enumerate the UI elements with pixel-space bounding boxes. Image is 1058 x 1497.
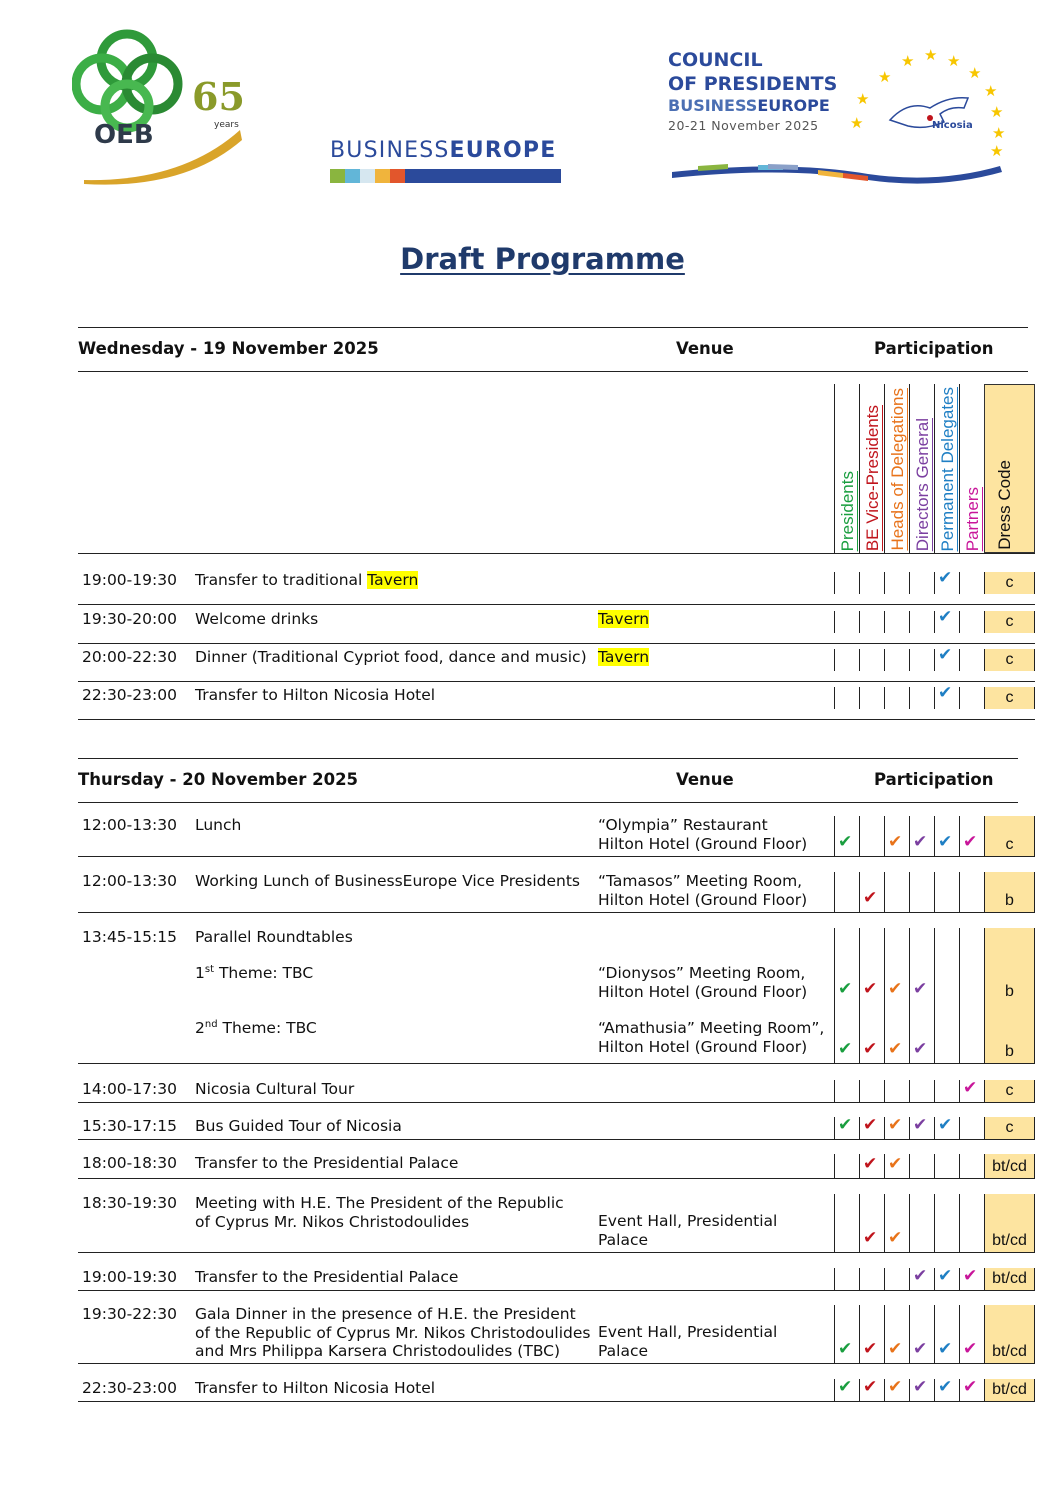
- check-icon: ✔: [938, 832, 953, 852]
- svg-text:★: ★: [990, 142, 1004, 160]
- participation-cell: [934, 1194, 959, 1252]
- row-time: 12:00-13:30: [82, 816, 177, 834]
- participation-column-label: Presidents: [838, 470, 857, 551]
- subtheme-venue-line: “Amathusia” Meeting Room”,: [598, 1019, 825, 1037]
- map-label: Nicosia: [932, 120, 973, 131]
- check-icon: ✔: [913, 1115, 928, 1135]
- check-icon: ✔: [938, 1266, 953, 1286]
- dress-code-value: c: [1005, 574, 1014, 591]
- be-bar-segment: [345, 169, 360, 183]
- participation-cell: [909, 1154, 934, 1178]
- businesseurope-logo: [330, 138, 565, 188]
- participation-cell: [884, 1080, 909, 1102]
- row-activity: [195, 1379, 435, 1398]
- dress-code-value: c: [1005, 836, 1014, 853]
- dress-code-cell: [984, 1117, 1035, 1139]
- row-activity: [195, 872, 580, 891]
- businesseurope-color-bar: [330, 169, 561, 183]
- row-time: 12:00-13:30: [82, 872, 177, 890]
- row-time: 18:30-19:30: [82, 1194, 177, 1212]
- dress-code-value: c: [1005, 1119, 1014, 1136]
- row-venue-line: Event Hall, Presidential: [598, 1323, 778, 1341]
- participation-column-header: [859, 384, 884, 553]
- participation-column-label: Partners: [963, 486, 982, 551]
- check-icon: ✔: [888, 1339, 903, 1359]
- council-line3-part2: EUROPE: [757, 96, 830, 115]
- check-icon: ✔: [963, 832, 978, 852]
- businesseurope-wordmark: [330, 138, 565, 163]
- row-time: 18:00-18:30: [82, 1154, 177, 1172]
- check-icon: ✔: [863, 1377, 878, 1397]
- check-icon: ✔: [838, 1039, 853, 1059]
- subtheme-ordinal-suffix: st: [204, 964, 215, 975]
- dress-code-value: bt/cd: [992, 1232, 1027, 1249]
- check-icon: ✔: [913, 1039, 928, 1059]
- svg-text:★: ★: [968, 64, 982, 82]
- council-line3-part1: BUSINESS: [668, 96, 758, 115]
- row-venue: [598, 1212, 777, 1249]
- check-icon: ✔: [913, 832, 928, 852]
- check-icon: ✔: [863, 1154, 878, 1174]
- subtheme-ordinal: 2: [195, 1019, 205, 1038]
- row-time: 22:30-23:00: [82, 686, 177, 704]
- participation-cell: [834, 872, 859, 912]
- row-activity-text: Transfer to traditional: [195, 571, 368, 589]
- row-activity-line: Nicosia Cultural Tour: [195, 1080, 355, 1098]
- check-icon: ✔: [888, 1115, 903, 1135]
- row-activity-line: Lunch: [195, 816, 242, 834]
- participation-column-header: [884, 384, 909, 553]
- row-venue: [598, 610, 649, 629]
- row-venue: [598, 872, 807, 909]
- dress-code-label: Dress Code: [995, 460, 1014, 550]
- row-venue-highlight: Tavern: [598, 610, 650, 628]
- row-time: 13:45-15:15: [82, 928, 177, 946]
- participation-cell: [834, 1154, 859, 1178]
- check-icon: ✔: [913, 979, 928, 999]
- participation-cell: [859, 1268, 884, 1290]
- participation-cell: [959, 572, 984, 594]
- participation-cell: [884, 687, 909, 709]
- row-activity-line: of the Republic of Cyprus Mr. Nikos Christodoulides: [195, 1323, 591, 1342]
- be-bar-segment: [405, 169, 561, 183]
- section-top-rule: [78, 758, 1018, 759]
- participation-cell: [834, 1080, 859, 1102]
- participation-cell: [834, 1268, 859, 1290]
- council-line1: COUNCIL: [668, 49, 763, 71]
- row-venue-line: Hilton Hotel (Ground Floor): [598, 834, 808, 853]
- subtheme-venue: [598, 1019, 824, 1056]
- dress-code-header: [984, 384, 1035, 553]
- row-activity-text: Transfer to Hilton Nicosia Hotel: [195, 686, 436, 704]
- svg-text:★: ★: [901, 52, 915, 70]
- participation-cell: [909, 1080, 934, 1102]
- venue-column-heading: Venue: [676, 339, 734, 358]
- participation-cell: [959, 611, 984, 633]
- be-bar-segment: [360, 169, 375, 183]
- participation-cell: [959, 1194, 984, 1252]
- check-icon: ✔: [913, 1339, 928, 1359]
- row-activity: [195, 1305, 590, 1361]
- participation-cell: [909, 572, 934, 594]
- row-venue-line: Palace: [598, 1341, 649, 1360]
- row-activity: [195, 1194, 564, 1231]
- row-activity-line: Bus Guided Tour of Nicosia: [195, 1117, 402, 1135]
- participation-cell: [909, 1194, 934, 1252]
- row-activity-line: Transfer to Hilton Nicosia Hotel: [195, 1379, 436, 1397]
- participation-column-label: Heads of Delegations: [888, 388, 907, 551]
- participation-column-label: Permanent Delegates: [938, 386, 957, 551]
- participation-cell: [859, 687, 884, 709]
- dress-code-cell: [984, 1080, 1035, 1102]
- participation-cell: [834, 649, 859, 671]
- check-icon: ✔: [913, 1377, 928, 1397]
- check-icon: ✔: [938, 683, 953, 703]
- section-day-heading: Wednesday - 19 November 2025: [78, 339, 379, 358]
- subtheme-venue-line: Hilton Hotel (Ground Floor): [598, 1037, 808, 1056]
- row-time: 19:30-20:00: [82, 610, 177, 628]
- row-venue-line: “Tamasos” Meeting Room,: [598, 872, 803, 890]
- participation-cell: [859, 572, 884, 594]
- svg-text:★: ★: [850, 114, 864, 132]
- subtheme-venue-line: “Dionysos” Meeting Room,: [598, 964, 806, 982]
- participation-column-header: [959, 384, 984, 553]
- row-activity-line: Transfer to the Presidential Palace: [195, 1268, 459, 1286]
- subtheme-venue-line: Hilton Hotel (Ground Floor): [598, 982, 808, 1001]
- council-line2: OF PRESIDENTS: [668, 73, 838, 95]
- row-activity-line: Meeting with H.E. The President of the Republic: [195, 1194, 564, 1212]
- row-venue-highlight: Tavern: [598, 648, 650, 666]
- check-icon: ✔: [838, 832, 853, 852]
- participation-cell: [859, 816, 884, 856]
- check-icon: ✔: [938, 1339, 953, 1359]
- svg-text:★: ★: [947, 52, 961, 70]
- participation-cell: [959, 928, 984, 1063]
- check-icon: ✔: [863, 1039, 878, 1059]
- participation-cell: [884, 1268, 909, 1290]
- dress-code-cell: [984, 649, 1035, 671]
- row-time: 15:30-17:15: [82, 1117, 177, 1135]
- participation-cell: [834, 687, 859, 709]
- dress-code-cell: [984, 572, 1035, 594]
- row-activity-line: Transfer to the Presidential Palace: [195, 1154, 459, 1172]
- section-header-rule: [78, 802, 1018, 803]
- section-day-heading: Thursday - 20 November 2025: [78, 770, 359, 789]
- row-activity: [195, 686, 435, 705]
- header-bottom-rule: [78, 553, 1035, 554]
- row-time: 19:00-19:30: [82, 1268, 177, 1286]
- section-top-rule: [78, 327, 1028, 328]
- row-subtheme: [195, 1019, 317, 1037]
- dress-code-cell: [984, 1379, 1035, 1401]
- check-icon: ✔: [938, 1115, 953, 1135]
- row-activity: [195, 1080, 354, 1099]
- row-time: 14:00-17:30: [82, 1080, 177, 1098]
- row-activity: [195, 648, 587, 667]
- participation-cell: [909, 649, 934, 671]
- participation-cell: [959, 1154, 984, 1178]
- row-venue-line: Palace: [598, 1230, 649, 1249]
- page-title: Draft Programme: [400, 242, 685, 276]
- subtheme-venue: [598, 964, 807, 1001]
- row-time: 19:00-19:30: [82, 571, 177, 589]
- participation-cell: [834, 1194, 859, 1252]
- oeb-logo: [72, 22, 252, 187]
- check-icon: ✔: [863, 1228, 878, 1248]
- check-icon: ✔: [888, 1377, 903, 1397]
- check-icon: ✔: [863, 888, 878, 908]
- dress-code-cell: [984, 1305, 1035, 1363]
- dress-code-cell: [984, 1268, 1035, 1290]
- dress-code-cell: [984, 1154, 1035, 1178]
- row-activity-line: Gala Dinner in the presence of H.E. the President: [195, 1305, 576, 1323]
- row-venue: [598, 648, 649, 667]
- participation-column-label: BE Vice-Presidents: [863, 404, 882, 551]
- dress-code-value: bt/cd: [992, 1270, 1027, 1287]
- row-activity: [195, 1154, 458, 1173]
- row-activity-line: and Mrs Philippa Karsera Christodoulides (TBC): [195, 1342, 561, 1360]
- svg-text:★: ★: [878, 68, 892, 86]
- check-icon: ✔: [913, 1266, 928, 1286]
- participation-cell: [934, 1154, 959, 1178]
- row-separator: [78, 1252, 1035, 1253]
- participation-column-heading: Participation: [874, 339, 994, 358]
- participation-cell: [884, 611, 909, 633]
- participation-cell: [959, 872, 984, 912]
- dress-code-cell: [984, 687, 1035, 709]
- participation-cell: [859, 1080, 884, 1102]
- be-bar-segment: [375, 169, 390, 183]
- dress-code-cell: [984, 872, 1035, 912]
- oeb-text: OEB: [94, 120, 154, 150]
- participation-cell: [934, 928, 959, 1063]
- oeb-anniversary: 65: [192, 74, 245, 119]
- row-separator: [78, 1363, 1035, 1364]
- participation-cell: [884, 649, 909, 671]
- check-icon: ✔: [938, 607, 953, 627]
- dress-code-value: bt/cd: [992, 1158, 1027, 1175]
- participation-cell: [959, 687, 984, 709]
- row-separator: [78, 912, 1035, 913]
- dress-code-value: c: [1005, 613, 1014, 630]
- check-icon: ✔: [838, 1339, 853, 1359]
- row-venue-line: Event Hall, Presidential: [598, 1212, 778, 1230]
- check-icon: ✔: [888, 832, 903, 852]
- row-time: 19:30-22:30: [82, 1305, 177, 1323]
- row-activity: [195, 928, 353, 947]
- dress-code-value: c: [1005, 651, 1014, 668]
- dress-code-value: b: [1005, 983, 1014, 1000]
- oeb-anniversary-sub: years: [214, 120, 239, 130]
- subtheme-text: Theme: TBC: [217, 1019, 317, 1038]
- check-icon: ✔: [888, 979, 903, 999]
- check-icon: ✔: [838, 1115, 853, 1135]
- dress-code-cell: [984, 611, 1035, 633]
- participation-cell: [909, 611, 934, 633]
- participation-cell: [959, 1117, 984, 1139]
- row-separator: [78, 1139, 1035, 1140]
- row-subtheme: [195, 964, 313, 982]
- council-of-presidents-logo: [668, 48, 1013, 193]
- row-time: 22:30-23:00: [82, 1379, 177, 1397]
- svg-text:★: ★: [984, 82, 998, 100]
- dress-code-cell: [984, 928, 1035, 1063]
- participation-cell: [859, 649, 884, 671]
- row-separator: [78, 1102, 1035, 1103]
- row-time: 20:00-22:30: [82, 648, 177, 666]
- be-bar-segment: [390, 169, 405, 183]
- row-activity-highlight: Tavern: [367, 571, 419, 589]
- participation-column-header: [834, 384, 859, 553]
- row-separator: [78, 1178, 1035, 1179]
- dress-code-value: b: [1005, 892, 1014, 909]
- check-icon: ✔: [888, 1228, 903, 1248]
- dress-code-cell: [984, 1194, 1035, 1252]
- row-separator: [78, 1401, 1035, 1402]
- check-icon: ✔: [888, 1039, 903, 1059]
- row-separator: [78, 719, 1035, 720]
- row-venue: [598, 1323, 777, 1360]
- participation-cell: [909, 687, 934, 709]
- row-activity: [195, 571, 418, 590]
- check-icon: ✔: [938, 1377, 953, 1397]
- participation-cell: [884, 872, 909, 912]
- row-activity: [195, 1117, 402, 1136]
- row-venue: [598, 816, 807, 853]
- check-icon: ✔: [838, 1377, 853, 1397]
- row-activity-line: of Cyprus Mr. Nikos Christodoulides: [195, 1212, 470, 1231]
- row-activity: [195, 610, 318, 629]
- be-bar-segment: [330, 169, 345, 183]
- check-icon: ✔: [938, 645, 953, 665]
- dress-code-cell: [984, 816, 1035, 856]
- participation-cell: [834, 572, 859, 594]
- venue-column-heading: Venue: [676, 770, 734, 789]
- row-separator: [78, 1290, 1035, 1291]
- row-activity-text: Dinner (Traditional Cypriot food, dance and music): [195, 648, 587, 666]
- participation-cell: [909, 872, 934, 912]
- participation-cell: [934, 872, 959, 912]
- subtheme-ordinal-suffix: nd: [204, 1019, 218, 1030]
- check-icon: ✔: [863, 1339, 878, 1359]
- participation-column-heading: Participation: [874, 770, 994, 789]
- check-icon: ✔: [863, 1115, 878, 1135]
- check-icon: ✔: [963, 1266, 978, 1286]
- dress-code-value: bt/cd: [992, 1381, 1027, 1398]
- svg-text:★: ★: [990, 103, 1004, 121]
- participation-column-label: Directors General: [913, 417, 932, 551]
- dress-code-value: c: [1005, 689, 1014, 706]
- svg-text:★: ★: [924, 48, 938, 64]
- check-icon: ✔: [863, 979, 878, 999]
- check-icon: ✔: [963, 1339, 978, 1359]
- check-icon: ✔: [888, 1154, 903, 1174]
- dress-code-value: c: [1005, 1082, 1014, 1099]
- row-activity-text: Welcome drinks: [195, 610, 319, 628]
- dress-code-value: b: [1005, 1043, 1014, 1060]
- svg-text:★: ★: [992, 124, 1006, 142]
- council-dates: 20-21 November 2025: [668, 118, 819, 133]
- participation-cell: [884, 572, 909, 594]
- participation-cell: [834, 611, 859, 633]
- row-separator: [78, 1063, 1035, 1064]
- check-icon: ✔: [963, 1377, 978, 1397]
- check-icon: ✔: [963, 1078, 978, 1098]
- participation-cell: [934, 1080, 959, 1102]
- participation-column-header: [909, 384, 934, 553]
- dress-code-value: bt/cd: [992, 1343, 1027, 1360]
- svg-text:★: ★: [856, 90, 870, 108]
- check-icon: ✔: [938, 568, 953, 588]
- row-activity-line: Parallel Roundtables: [195, 928, 353, 946]
- participation-cell: [859, 611, 884, 633]
- row-venue-line: Hilton Hotel (Ground Floor): [598, 890, 808, 909]
- be-part2: EUROPE: [449, 138, 557, 163]
- row-activity: [195, 816, 241, 835]
- section-header-rule: [78, 371, 1028, 372]
- participation-column-header: [934, 384, 959, 553]
- row-activity-line: Working Lunch of BusinessEurope Vice Presidents: [195, 872, 581, 890]
- subtheme-text: Theme: TBC: [214, 964, 314, 983]
- check-icon: ✔: [838, 979, 853, 999]
- be-part1: BUSINESS: [330, 138, 450, 163]
- subtheme-ordinal: 1: [195, 964, 205, 983]
- participation-cell: [959, 649, 984, 671]
- row-separator: [78, 856, 1035, 857]
- row-activity: [195, 1268, 458, 1287]
- row-venue-line: “Olympia” Restaurant: [598, 816, 768, 834]
